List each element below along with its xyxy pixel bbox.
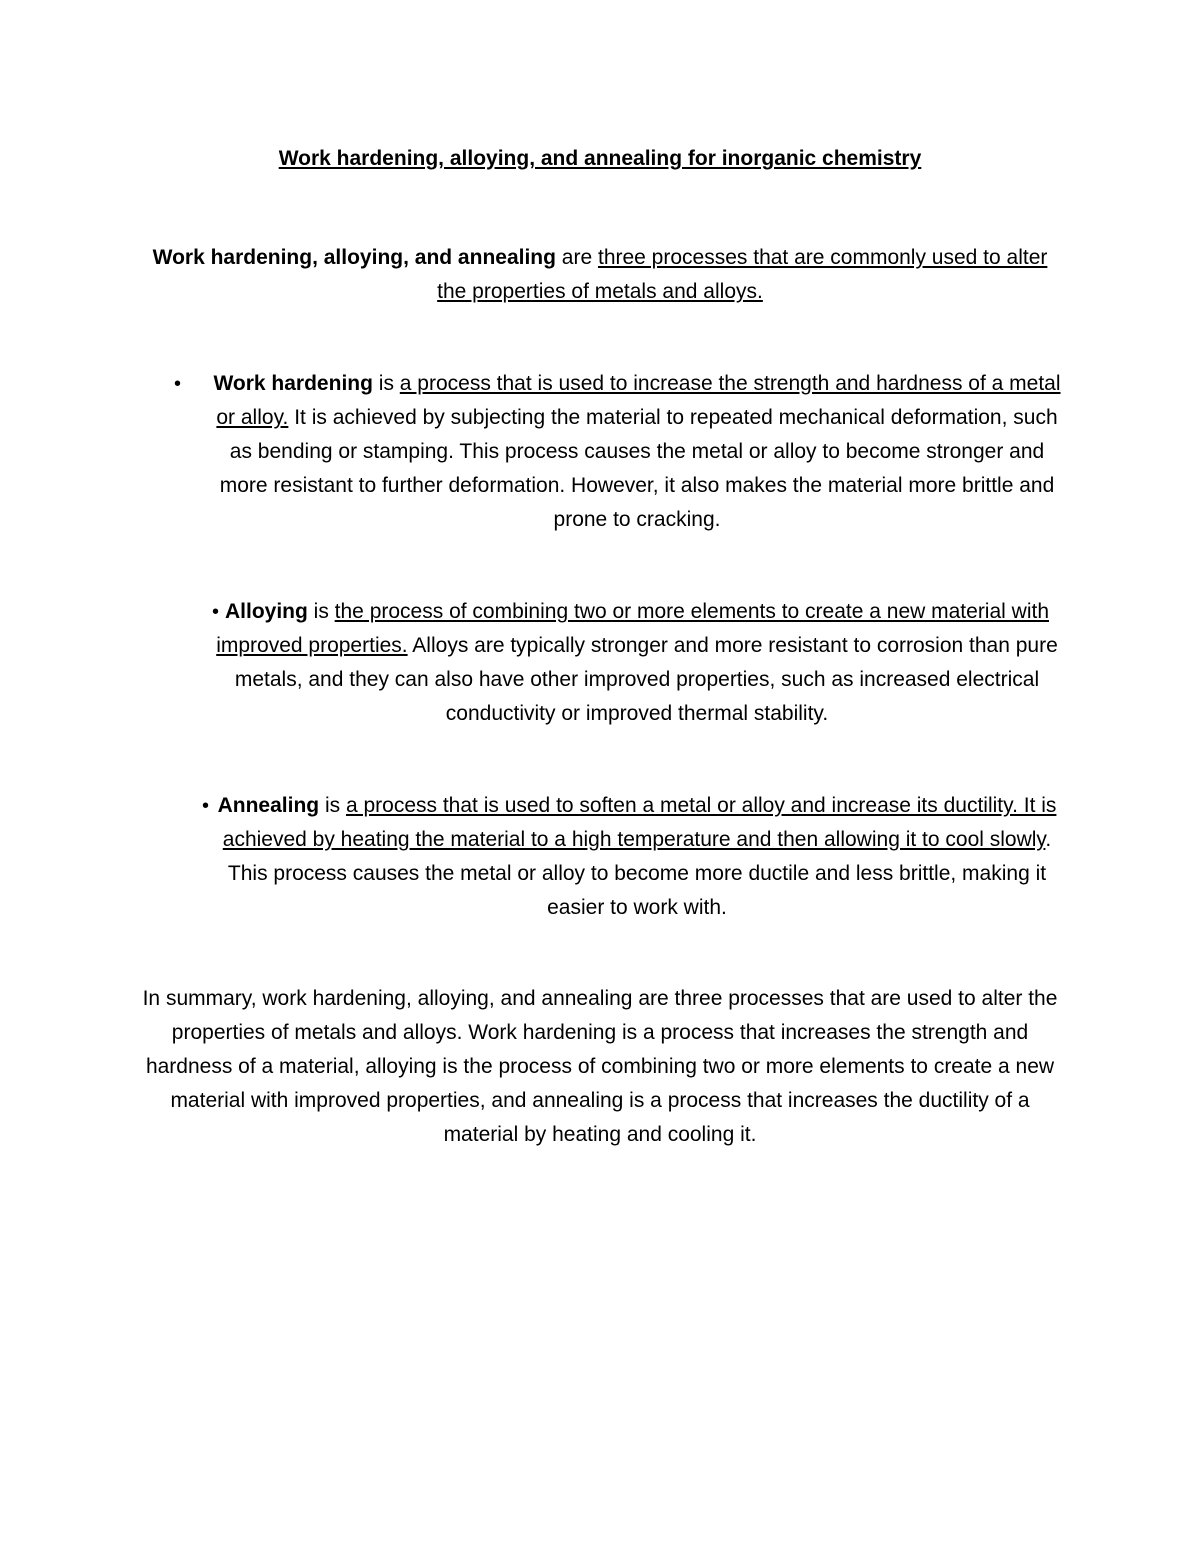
intro-underlined-definition: three processes that are commonly used to alter the properties of metals and alloys. — [437, 246, 1048, 303]
document-title: Work hardening, alloying, and annealing for inorganic chemistry — [278, 147, 922, 170]
bullet-connector: is — [307, 600, 335, 623]
bullet-term: Annealing — [217, 794, 320, 817]
bullet-term: Work hardening — [213, 372, 373, 395]
bullet-alloying — [206, 595, 1068, 731]
bullet-connector: is — [319, 794, 346, 817]
bullet-underlined-definition: a process that is used to soften a metal or alloy and increase its ductility. It is achieved by heating the material to a high temperature and then allowing it to cool slowly — [222, 794, 1057, 851]
bullet-description: It is achieved by subjecting the material to repeated mechanical deformation, such as bending or stamping. This process causes the metal or alloy to become stronger and more resistant to further deformation. However, it also makes the material more brittle and prone to cracking. — [219, 406, 1058, 531]
bullet-marker-icon: • — [174, 373, 182, 395]
bullet-marker-icon: • — [202, 795, 210, 817]
bullet-underlined-definition: a process that is used to increase the strength and hardness of a metal or alloy. — [216, 372, 1061, 429]
intro-paragraph — [150, 241, 1050, 309]
bullet-underlined-definition: the process of combining two or more elements to create a new material with improved properties. — [216, 600, 1049, 657]
bullet-description: Alloys are typically stronger and more resistant to corrosion than pure metals, and they can also have other improved properties, such as increased electrical conductivity or improved thermal stability. — [234, 634, 1058, 725]
bullet-annealing — [206, 789, 1068, 925]
intro-connector: are — [555, 246, 598, 269]
intro-bold-terms: Work hardening, alloying, and annealing — [152, 246, 556, 269]
bullet-description: . This process causes the metal or alloy to become more ductile and less brittle, making it easier to work with. — [227, 828, 1052, 919]
bullet-marker-icon: • — [212, 601, 220, 623]
bullet-term: Alloying — [224, 600, 308, 623]
summary-paragraph: In summary, work hardening, alloying, and annealing are three processes that are used to alter the properties of metals and alloys. Work hardening is a process that increases the strength and hardness of a material, alloying is the process of combining two or more elements to create a new material with improved properties, and annealing is a process that increases the ductility of a material by heating and cooling it. — [142, 987, 1058, 1146]
bullet-work-hardening — [206, 367, 1068, 537]
bullet-connector: is — [372, 372, 400, 395]
